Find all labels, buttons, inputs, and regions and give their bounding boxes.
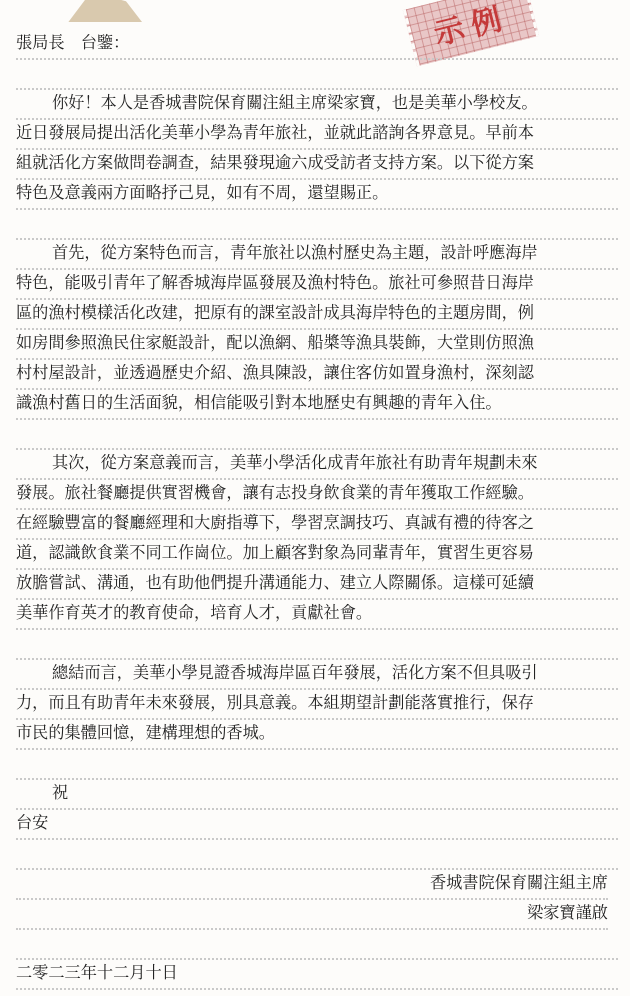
closing-greeting: 台安 <box>16 808 618 840</box>
sample-stamp: 示例 <box>430 0 513 53</box>
salutation: 張局長 台鑒： <box>16 28 618 60</box>
paragraph-2-line-1: 首先，從方案特色而言，青年旅社以漁村歷史為主題，設計呼應海岸 <box>16 238 618 270</box>
ruled-line <box>16 208 618 240</box>
paragraph-1-line-3: 組就活化方案做問卷調查，結果發現逾六成受訪者支持方案。以下從方案 <box>16 148 618 180</box>
paragraph-2-line-2: 特色，能吸引青年了解香城海岸區發展及漁村特色。旅社可參照昔日海岸 <box>16 268 618 300</box>
ruled-line <box>16 58 618 90</box>
paragraph-3-line-6: 美華作育英才的教育使命，培育人才，貢獻社會。 <box>16 598 618 630</box>
paragraph-3-line-2: 發展。旅社餐廳提供實習機會，讓有志投身飲食業的青年獲取工作經驗。 <box>16 478 618 510</box>
paragraph-1-line-4: 特色及意義兩方面略抒己見，如有不周，還望賜正。 <box>16 178 618 210</box>
paragraph-3-line-5: 放膽嘗試、溝通，也有助他們提升溝通能力、建立人際關係。這樣可延續 <box>16 568 618 600</box>
ruled-line <box>16 838 618 870</box>
tape-decoration <box>62 0 142 22</box>
letter-date: 二零二三年十二月十日 <box>16 958 618 990</box>
ruled-line <box>16 928 618 960</box>
ruled-line <box>16 748 618 780</box>
paragraph-3-line-3: 在經驗豐富的餐廳經理和大廚指導下，學習烹調技巧、真誠有禮的待客之 <box>16 508 618 540</box>
paragraph-3-line-1: 其次，從方案意義而言，美華小學活化成青年旅社有助青年規劃未來 <box>16 448 618 480</box>
paragraph-2-line-4: 如房間參照漁民住家艇設計，配以漁網、船槳等漁具裝飾，大堂則仿照漁 <box>16 328 618 360</box>
paragraph-1-line-2: 近日發展局提出活化美華小學為青年旅社，並就此諮詢各界意見。早前本 <box>16 118 618 150</box>
signature-name: 梁家寶謹啟 <box>16 898 608 930</box>
paragraph-4-line-1: 總結而言，美華小學見證香城海岸區百年發展，活化方案不但具吸引 <box>16 658 618 690</box>
signature-org: 香城書院保育關注組主席 <box>16 868 608 900</box>
closing-wish: 祝 <box>16 778 618 810</box>
ruled-line <box>16 628 618 660</box>
paragraph-1-line-1: 你好！本人是香城書院保育關注組主席梁家寶，也是美華小學校友。 <box>16 88 618 120</box>
paragraph-3-line-4: 道，認識飲食業不同工作崗位。加上顧客對象為同輩青年，實習生更容易 <box>16 538 618 570</box>
paragraph-2-line-5: 村村屋設計，並透過歷史介紹、漁具陳設，讓住客仿如置身漁村，深刻認 <box>16 358 618 390</box>
paragraph-2-line-3: 區的漁村模樣活化改建，把原有的課室設計成具海岸特色的主題房間，例 <box>16 298 618 330</box>
paragraph-4-line-3: 市民的集體回憶，建構理想的香城。 <box>16 718 618 750</box>
paragraph-2-line-6: 識漁村舊日的生活面貌，相信能吸引對本地歷史有興趣的青年入住。 <box>16 388 618 420</box>
paragraph-4-line-2: 力，而且有助青年未來發展，別具意義。本組期望計劃能落實推行，保存 <box>16 688 618 720</box>
ruled-line <box>16 418 618 450</box>
